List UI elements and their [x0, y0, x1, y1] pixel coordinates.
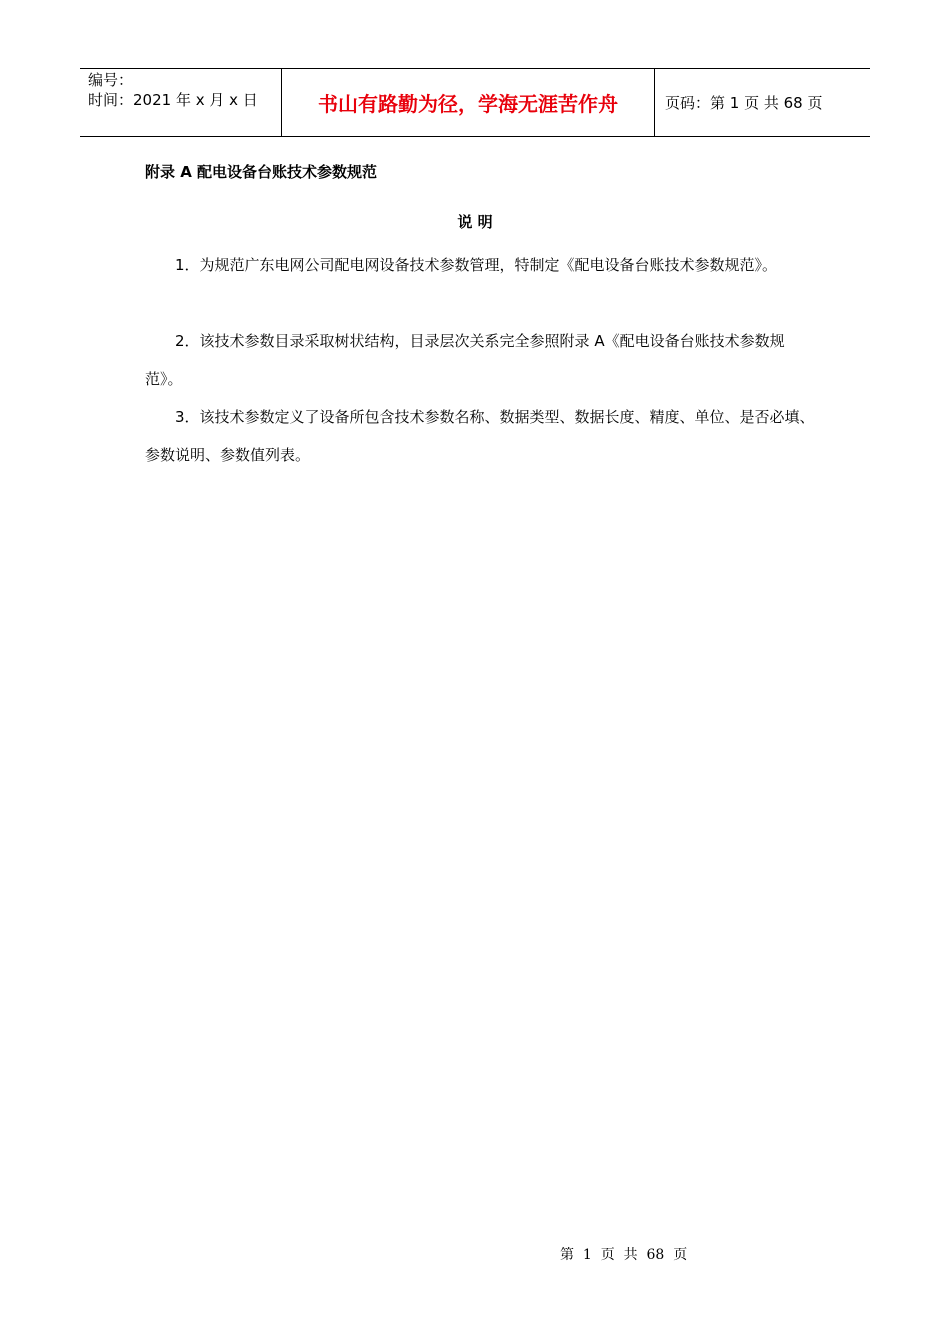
document-code-label: 编号： — [88, 71, 134, 89]
document-time-label: 时间：2021 年 x 月 x 日 — [88, 91, 258, 109]
header-motto: 书山有路勤为径，学海无涯苦作舟 — [318, 92, 618, 116]
paragraph-3: 3．该技术参数定义了设备所包含技术参数名称、数据类型、数据长度、精度、单位、是否必填、参数说明、参数值列表。 — [145, 408, 815, 464]
paragraph-1: 1．为规范广东电网公司配电网设备技术参数管理，特制定《配电设备台账技术参数规范》。 — [175, 256, 778, 274]
footer-page-number: 第 1 页 共 68 页 — [560, 1247, 688, 1263]
appendix-title: 附录 A 配电设备台账技术参数规范 — [145, 163, 378, 181]
header-page-info: 页码：第 1 页 共 68 页 — [665, 94, 823, 112]
section-title: 说 明 — [457, 213, 493, 231]
paragraph-2: 2．该技术参数目录采取树状结构，目录层次关系完全参照附录 A《配电设备台账技术参数规范》。 — [145, 332, 785, 388]
